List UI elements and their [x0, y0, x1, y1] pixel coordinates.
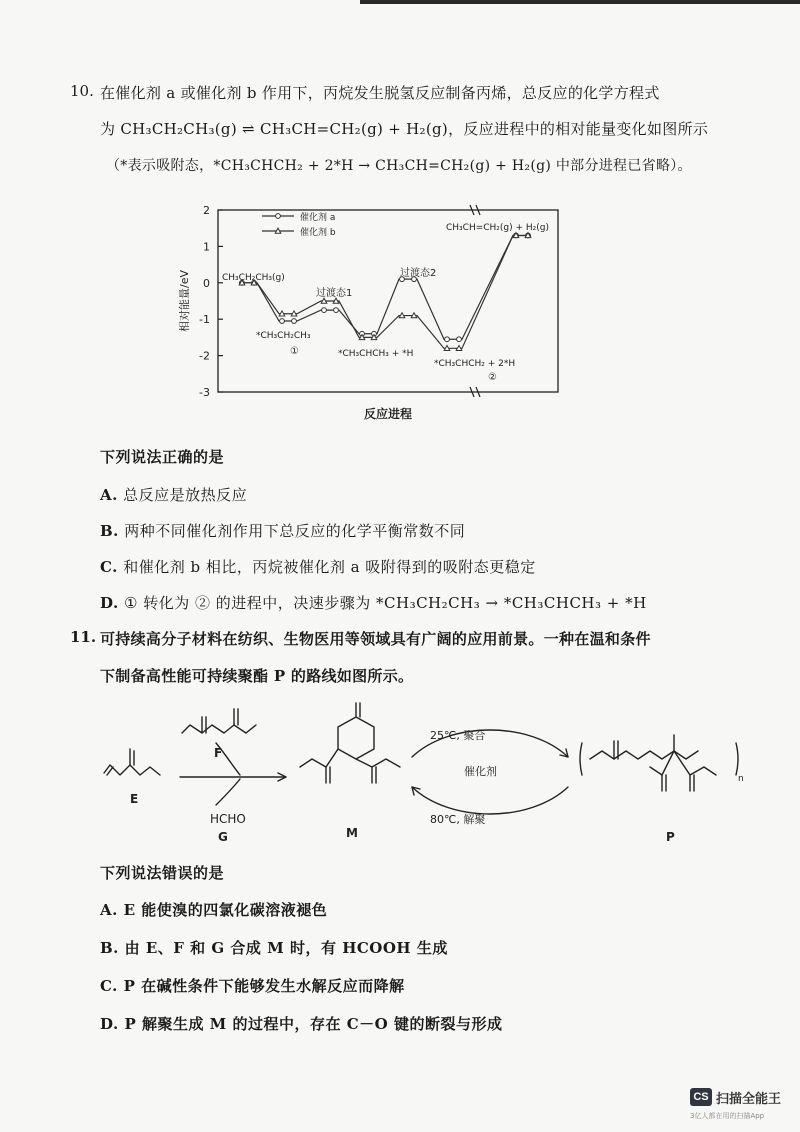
option-label: A.: [100, 486, 118, 504]
option-label: C.: [100, 977, 118, 995]
option-text: 由 E、F 和 G 合成 M 时，有 HCOOH 生成: [124, 939, 448, 957]
data-point-a: [457, 337, 462, 342]
legend-marker: [275, 228, 281, 233]
data-point-a: [292, 319, 297, 324]
data-point-b: [411, 313, 417, 318]
label-f: F: [214, 746, 223, 760]
label-forward-condition: 25℃, 聚合: [430, 729, 486, 742]
stage-label: 过渡态2: [400, 268, 437, 279]
legend-label: 催化剂 a: [300, 213, 336, 223]
question-text-line: 为 CH₃CH₂CH₃(g) ⇌ CH₃CH=CH₂(g) + H₂(g)，反应进程中的相对能量变化如图所示: [100, 120, 709, 138]
option-label: C.: [100, 558, 118, 576]
option-a: [100, 484, 247, 505]
option-text: 和催化剂 b 相比，丙烷被催化剂 a 吸附得到的吸附态更稳定: [123, 558, 536, 576]
reaction-scheme: [90, 695, 750, 860]
stage-label: CH₃CH₂CH₃(g): [222, 273, 285, 283]
chart-axes: [177, 204, 558, 421]
question-prompt: 下列说法错误的是: [100, 864, 225, 882]
data-point-b: [456, 346, 462, 351]
stage-label: ①: [290, 346, 299, 357]
y-tick-label: 2: [203, 204, 210, 217]
label-g: G: [218, 830, 228, 844]
label-g-formula: HCHO: [210, 812, 246, 826]
y-tick-label: -1: [199, 313, 210, 327]
option-text: 两种不同催化剂作用下总反应的化学平衡常数不同: [124, 522, 466, 540]
stage-label: *CH₃CHCH₂ + 2*H: [434, 359, 516, 369]
x-axis-label: 反应进程: [363, 407, 413, 421]
y-tick-label: -2: [199, 349, 210, 363]
molecule-m-structure: [300, 703, 400, 783]
energy-profile-chart: [170, 190, 590, 430]
stage-label: *CH₃CH₂CH₃: [256, 331, 311, 341]
molecule-e-structure: [104, 749, 160, 775]
option-b: [100, 937, 448, 958]
y-tick-label: 0: [203, 276, 210, 290]
question-text-line: 下制备高性能可持续聚酯 P 的路线如图所示。: [100, 667, 414, 685]
label-repeat-n: n: [738, 774, 744, 784]
option-label: B.: [100, 939, 119, 957]
stage-label: *CH₃CHCH₃ + *H: [338, 349, 414, 359]
option-text: E 能使溴的四氯化碳溶液褪色: [123, 901, 328, 919]
polymer-p-structure: [580, 735, 738, 791]
question-number: 10.: [70, 82, 94, 100]
option-c: [100, 975, 405, 996]
legend-label: 催化剂 b: [300, 228, 336, 238]
legend-marker: [276, 214, 281, 219]
question-text-line: （*表示吸附态，*CH₃CHCH₂ + 2*H → CH₃CH=CH₂(g) + H₂(g) 中部分进程已省略）。: [106, 158, 692, 174]
stage-label: CH₃CH=CH₂(g) + H₂(g): [446, 223, 550, 233]
scanner-app-name: 扫描全能王: [716, 1092, 782, 1107]
y-tick-label: -3: [199, 386, 210, 399]
data-point-b: [291, 311, 297, 316]
stage-label: ②: [488, 372, 497, 383]
data-point-a: [280, 319, 285, 324]
y-axis-label: 相对能量/eV: [178, 270, 191, 332]
question-text-line: 在催化剂 a 或催化剂 b 作用下，丙烷发生脱氢反应制备丙烯，总反应的化学方程式: [100, 84, 660, 102]
question-number: 11.: [70, 628, 97, 646]
data-point-a: [445, 337, 450, 342]
reagent-arrow: [180, 743, 286, 805]
data-point-a: [334, 308, 339, 313]
option-b: [100, 520, 465, 541]
option-d: [100, 592, 647, 613]
y-tick-label: 1: [203, 240, 210, 254]
option-text: P 解聚生成 M 的过程中，存在 C－O 键的断裂与形成: [124, 1015, 503, 1033]
label-catalyst: 催化剂: [464, 765, 497, 778]
option-label: D.: [100, 1015, 119, 1033]
label-m: M: [346, 826, 358, 840]
label-backward-condition: 80℃, 解聚: [430, 813, 486, 826]
option-label: B.: [100, 522, 119, 540]
label-e: E: [130, 792, 139, 806]
option-text: ① 转化为 ② 的进程中，决速步骤为 *CH₃CH₂CH₃ → *CH₃CHCH₃ + *H: [123, 594, 647, 612]
scanner-logo: CS: [690, 1088, 712, 1106]
scan-edge-bar: [360, 0, 800, 4]
scanner-tagline: 3亿人都在用的扫描App: [690, 1112, 765, 1120]
option-d: [100, 1013, 502, 1034]
data-point-a: [322, 308, 327, 313]
option-c: [100, 556, 536, 577]
data-point-b: [399, 313, 405, 318]
chart-labels: [222, 211, 549, 383]
option-a: [100, 899, 327, 920]
option-text: 总反应是放热反应: [123, 486, 248, 504]
question-text-line: 可持续高分子材料在纺织、生物医用等领域具有广阔的应用前景。一种在温和条件: [100, 630, 651, 648]
molecule-f-structure: [182, 709, 256, 733]
option-text: P 在碱性条件下能够发生水解反应而降解: [123, 977, 405, 995]
data-point-b: [279, 311, 285, 316]
option-label: A.: [100, 901, 118, 919]
data-point-b: [444, 346, 450, 351]
question-prompt: 下列说法正确的是: [100, 448, 225, 466]
stage-label: 过渡态1: [316, 288, 353, 299]
option-label: D.: [100, 594, 119, 612]
label-p: P: [666, 830, 675, 844]
